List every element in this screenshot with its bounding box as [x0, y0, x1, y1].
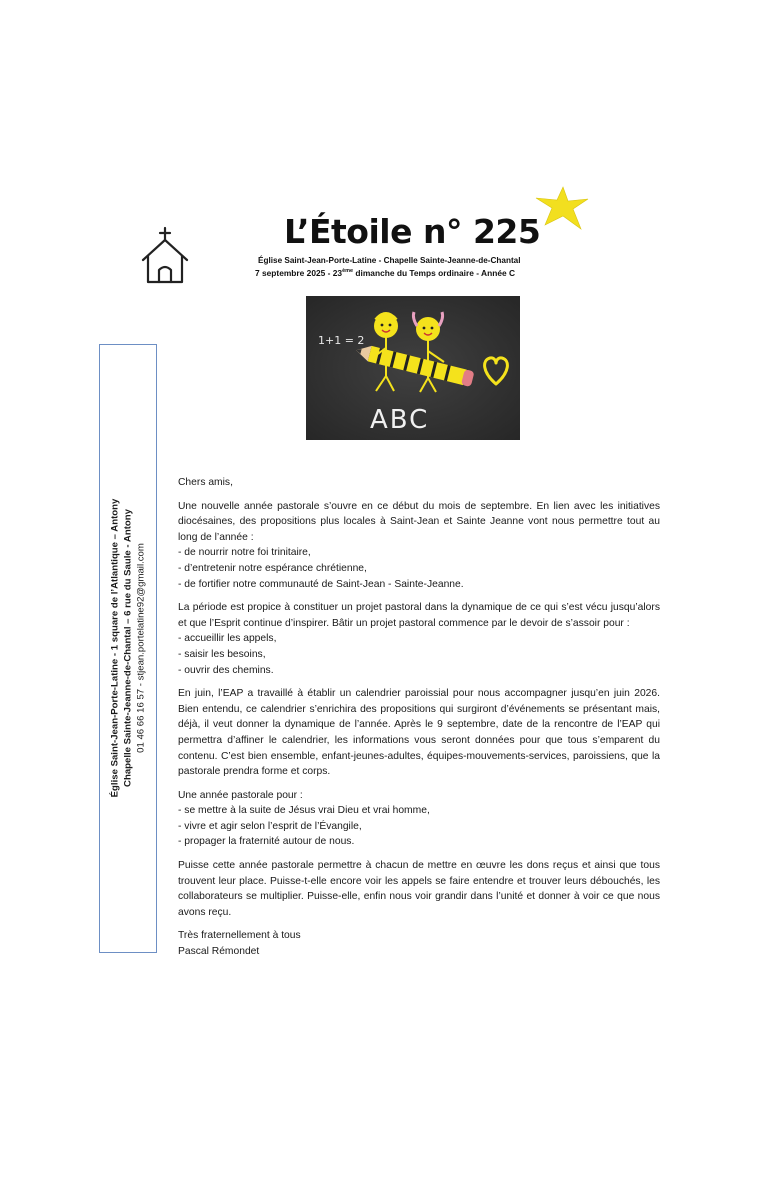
list-item: - de nourrir notre foi trinitaire,: [178, 547, 311, 559]
letter-body: [178, 475, 660, 960]
list-item: - accueillir les appels,: [178, 633, 277, 645]
paragraph-5: Puisse cette année pastorale permettre à chacun de mettre en œuvre les dons reçus et ainsi que tous trouvent leur place. Puisse-t-elle encore voir les appels se faire entendre et trouver leurs débouchés, les collaborateurs se multiplier. Puisse-elle, enfin nous voir grandir dans l’unité et donner à voir ce que nous avons reçu.: [178, 860, 660, 918]
star-icon: [533, 185, 591, 231]
chalk-letters: ABC: [370, 405, 430, 435]
list-item: - ouvrir des chemins.: [178, 664, 274, 676]
signature: Pascal Rémondet: [178, 946, 260, 958]
greeting: Chers amis,: [178, 477, 233, 488]
paragraph-3: En juin, l’EAP a travaillé à établir un calendrier paroissial pour nous accompagner jusqu’en juin 2026. Bien entendu, ce calendrier s’enrichira des propositions qui surgiront d’événements se présentant mais, déjà, il veut donner la dynamique de l’année. Après le 9 septembre, date de la rencontre de l’EAP qui permettra d’affiner le calendrier, les informations vous seront données pour que tous s’emparent du contenu. C’est bien ensemble, enfant-jeunes-adultes, équipes-mouvements-services, paroissiens, que la pastorale prendra forme et corps.: [178, 688, 660, 778]
parish-names: Église Saint-Jean-Porte-Latine - Chapelle Sainte-Jeanne-de-Chantal: [258, 256, 521, 265]
list-item: - propager la fraternité autour de nous.: [178, 836, 355, 848]
contact-info: [109, 348, 148, 948]
list-item: - de fortifier notre communauté de Saint-Jean - Sainte-Jeanne.: [178, 578, 464, 590]
paragraph-2: La période est propice à constituer un projet pastoral dans la dynamique de ce qui s’est vécu jusqu’alors et que l’Esprit continue d’inspirer. Bâtir un projet pastoral commence par le devoir de s’assoir pour : - accueillir les appels, - saisir les besoins, - ouvrir des chemins.: [178, 600, 660, 678]
list-item: - se mettre à la suite de Jésus vrai Dieu et vrai homme,: [178, 805, 430, 817]
paragraph-4: Une année pastorale pour : - se mettre à la suite de Jésus vrai Dieu et vrai homme, - vivre et agir selon l’esprit de l’Évangile, - propager la fraternité autour de nous.: [178, 788, 660, 850]
paragraph-1: Une nouvelle année pastorale s’ouvre en ce début du mois de septembre. En lien avec les initiatives diocésaines, des propositions plus locales à Saint-Jean et Sainte Jeanne vont nous permettre tout au long de l’année : - de nourrir notre foi trinitaire, - d’entretenir notre espérance chrétienne, - de fortifier notre communauté de Saint-Jean - Sainte-Jeanne.: [178, 499, 660, 593]
issue-date: 7 septembre 2025 - 23ème dimanche du Temps ordinaire - Année C: [255, 268, 516, 278]
list-item: - vivre et agir selon l’esprit de l’Évangile,: [178, 820, 362, 832]
church-address: Église Saint-Jean-Porte-Latine - 1 square de l’Atlantique – Antony: [109, 498, 121, 798]
chalkboard-illustration: [306, 296, 520, 440]
chapel-address: Chapelle Sainte-Jeanne-de-Chantal – 6 rue du Saule - Antony: [122, 509, 134, 787]
phone-email: 01 46 66 16 57 - stjean.portelatine92@gmail.com: [135, 543, 147, 753]
newsletter-title: L’Étoile n° 225: [284, 212, 541, 251]
list-item: - saisir les besoins,: [178, 648, 266, 660]
list-item: - d’entretenir notre espérance chrétienne,: [178, 562, 367, 574]
chalk-equation: 1+1 = 2: [318, 334, 365, 347]
church-icon: [139, 226, 191, 284]
closing: Très fraternellement à tous Pascal Rémondet: [178, 928, 660, 959]
